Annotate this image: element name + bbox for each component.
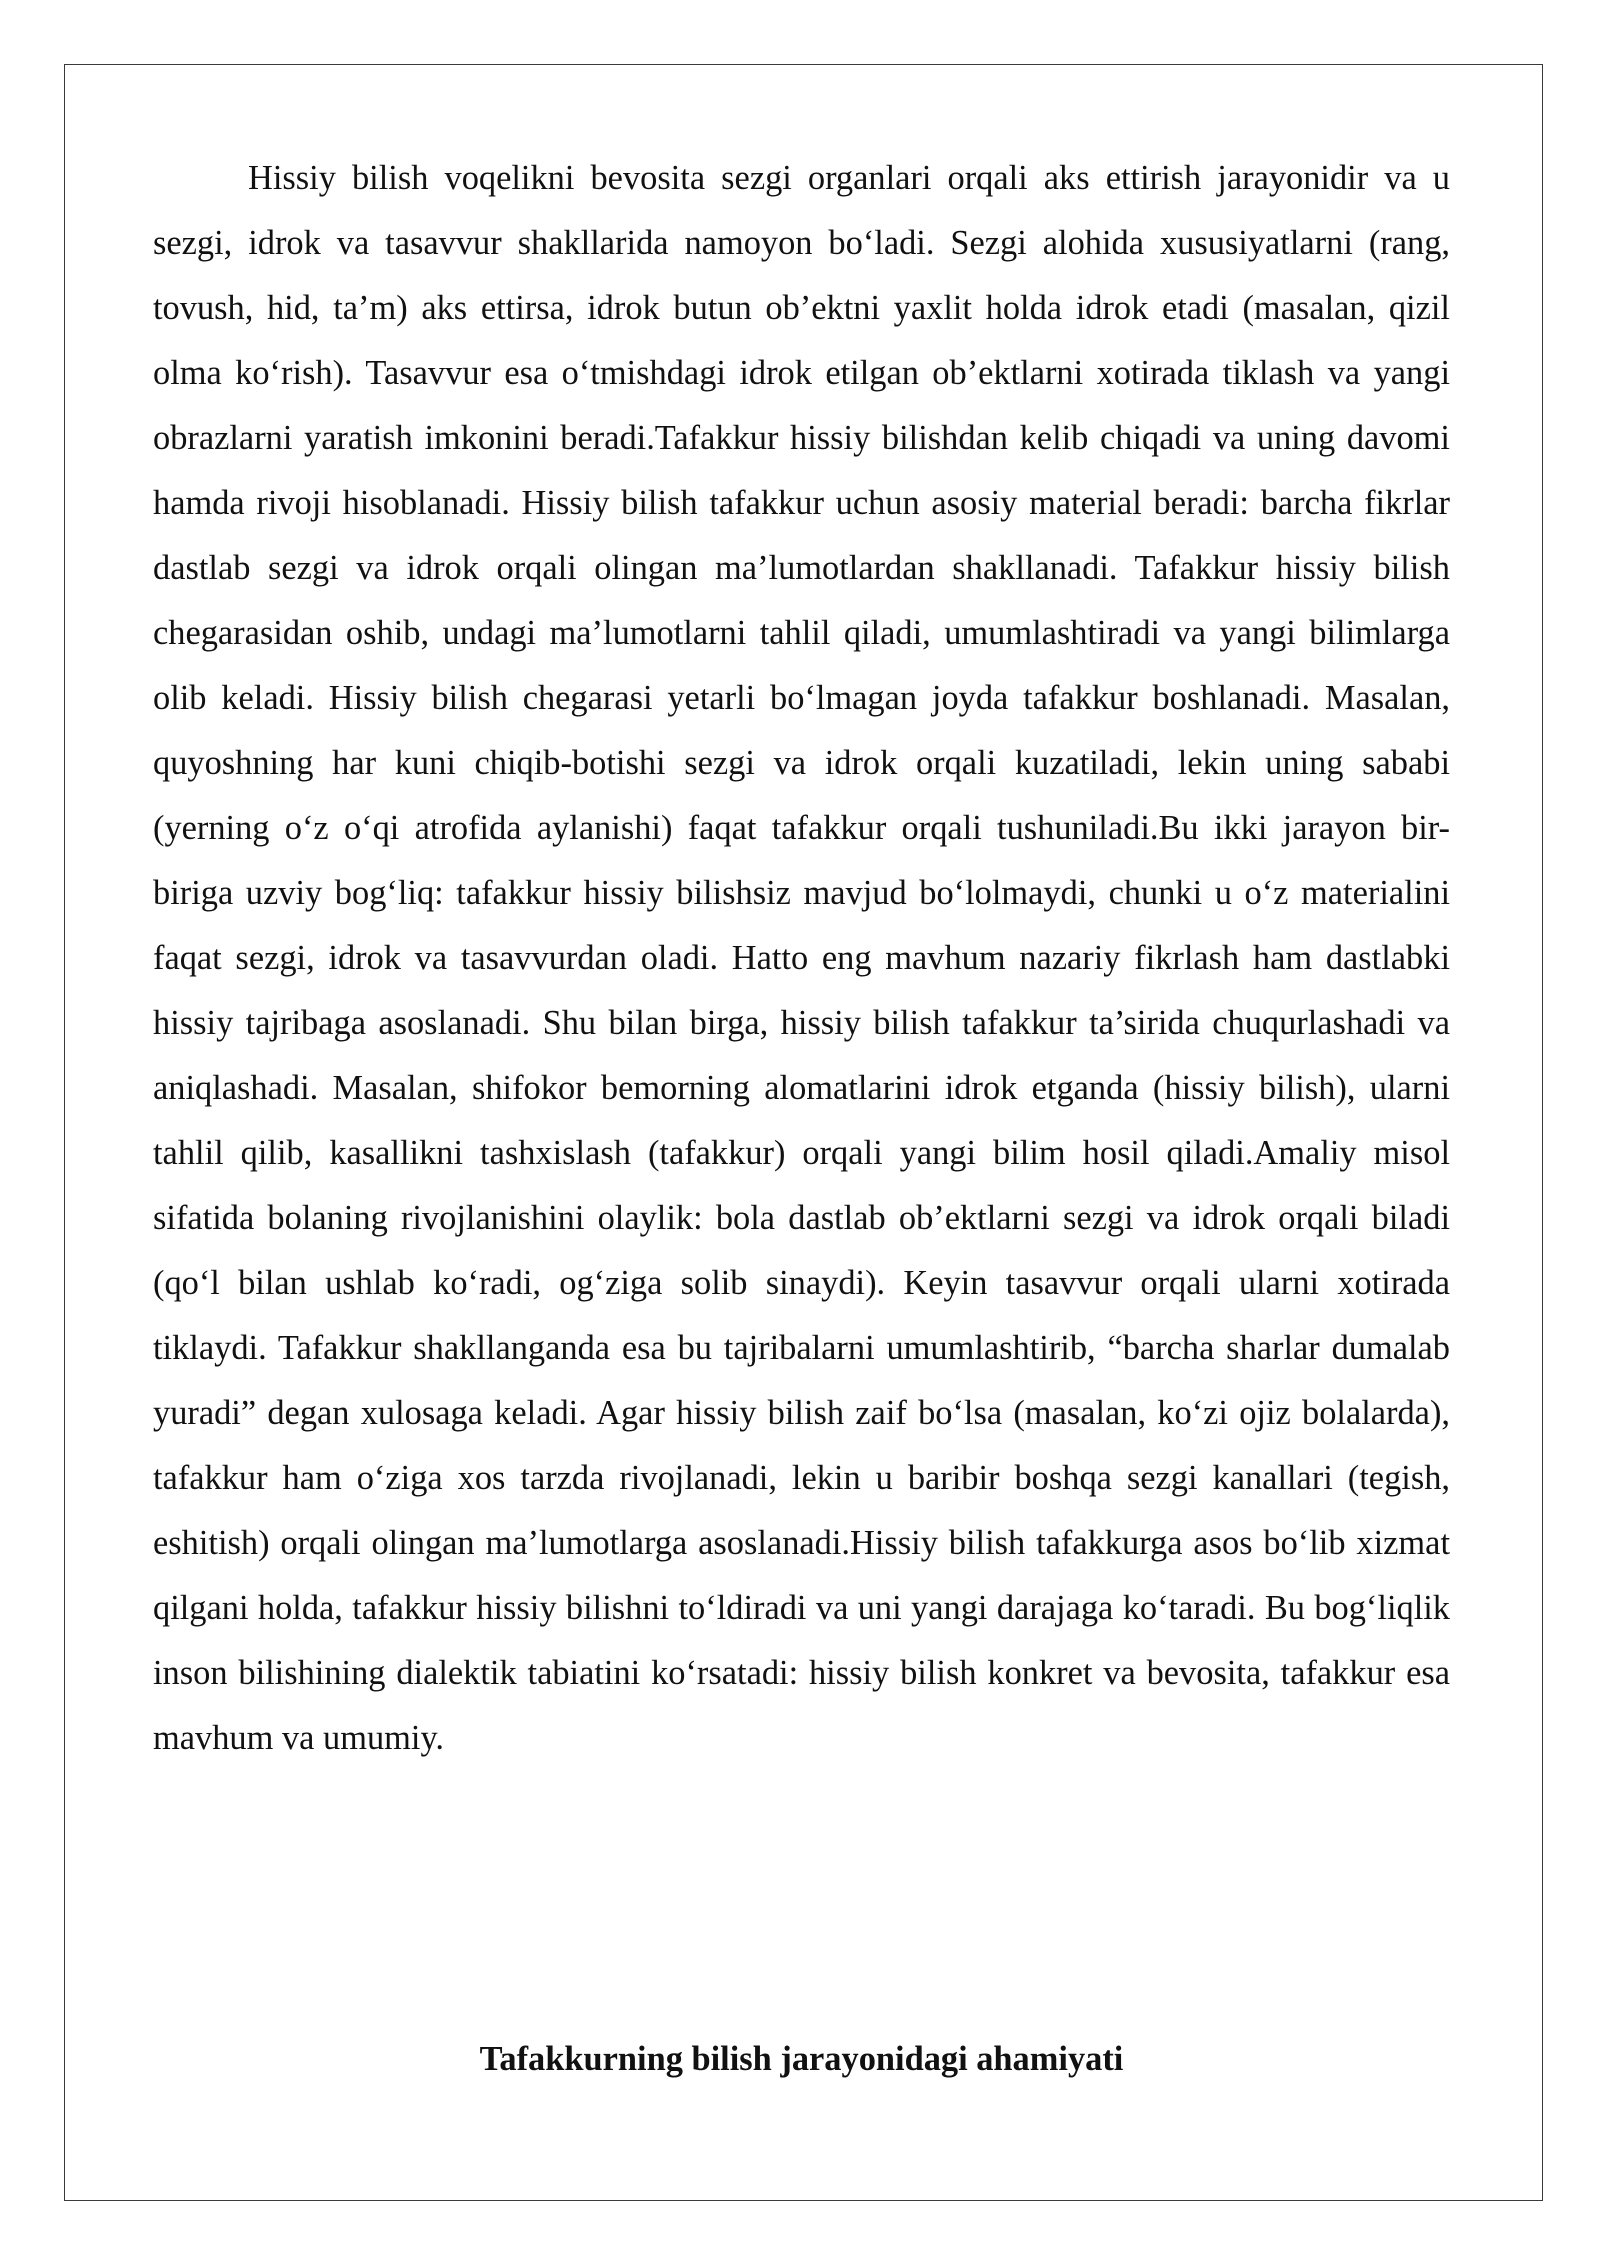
body-paragraph: Hissiy bilish voqelikni bevosita sezgi organlari orqali aks ettirish jarayonidir va u sezgi, idrok va tasavvur shakllarida namoyon bo‘ladi. Sezgi alohida xususiyatlarni (rang, tovush, hid, ta’m) aks ettirsa, idrok butun ob’ektni yaxlit holda idrok etadi (masalan, qizil olma ko‘rish). Tasavvur esa o‘tmishdagi idrok etilgan ob’ektlarni xotirada tiklash va yangi obrazlarni yaratish imkonini beradi.Tafakkur hissiy bilishdan kelib chiqadi va uning davomi hamda rivoji hisoblanadi. Hissiy bilish tafakkur uchun asosiy material beradi: barcha fikrlar dastlab sezgi va idrok orqali olingan ma’lumotlardan shakllanadi. Tafakkur hissiy bilish chegarasidan oshib, undagi ma’lumotlarni tahlil qiladi, umumlashtiradi va yangi bilimlarga olib keladi. Hissiy bilish chegarasi yetarli bo‘lmagan joyda tafakkur boshlanadi. Masalan, quyoshning har kuni chiqib-botishi sezgi va idrok orqali kuzatiladi, lekin uning sababi (yerning o‘z o‘qi atrofida aylanishi) faqat tafakkur orqali tushuniladi.Bu ikki jarayon bir-biriga uzviy bog‘liq: tafakkur hissiy bilishsiz mavjud bo‘lolmaydi, chunki u o‘z materialini faqat sezgi, idrok va tasavvurdan oladi. Hatto eng mavhum nazariy fikrlash ham dastlabki hissiy tajribaga asoslanadi. Shu bilan birga, hissiy bilish tafakkur ta’sirida chuqurlashadi va aniqlashadi. Masalan, shifokor bemorning alomatlarini idrok etganda (hissiy bilish), ularni tahlil qilib, kasallikni tashxislash (tafakkur) orqali yangi bilim hosil qiladi.Amaliy misol sifatida bolaning rivojlanishini olaylik: bola dastlab ob’ektlarni sezgi va idrok orqali biladi (qo‘l bilan ushlab ko‘radi, og‘ziga solib sinaydi). Keyin tasavvur orqali ularni xotirada tiklaydi. Tafakkur shakllanganda esa bu tajribalarni umumlashtirib, “barcha sharlar dumalab yuradi” degan xulosaga keladi. Agar hissiy bilish zaif bo‘lsa (masalan, ko‘zi ojiz bolalarda), tafakkur ham o‘ziga xos tarzda rivojlanadi, lekin u baribir boshqa sezgi kanallari (tegish, eshitish) orqali olingan ma’lumotlarga asoslanadi.Hissiy bilish tafakkurga asos bo‘lib xizmat qilgani holda, tafakkur hissiy bilishni to‘ldiradi va uni yangi darajaga ko‘taradi. Bu bog‘liqlik inson bilishining dialektik tabiatini ko‘rsatadi: hissiy bilish konkret va bevosita, tafakkur esa mavhum va umumiy. (153, 159, 1450, 1757)
section-heading: Tafakkurning bilish jarayonidagi ahamiyati (479, 2040, 1124, 2078)
document-body (153, 146, 1450, 1771)
